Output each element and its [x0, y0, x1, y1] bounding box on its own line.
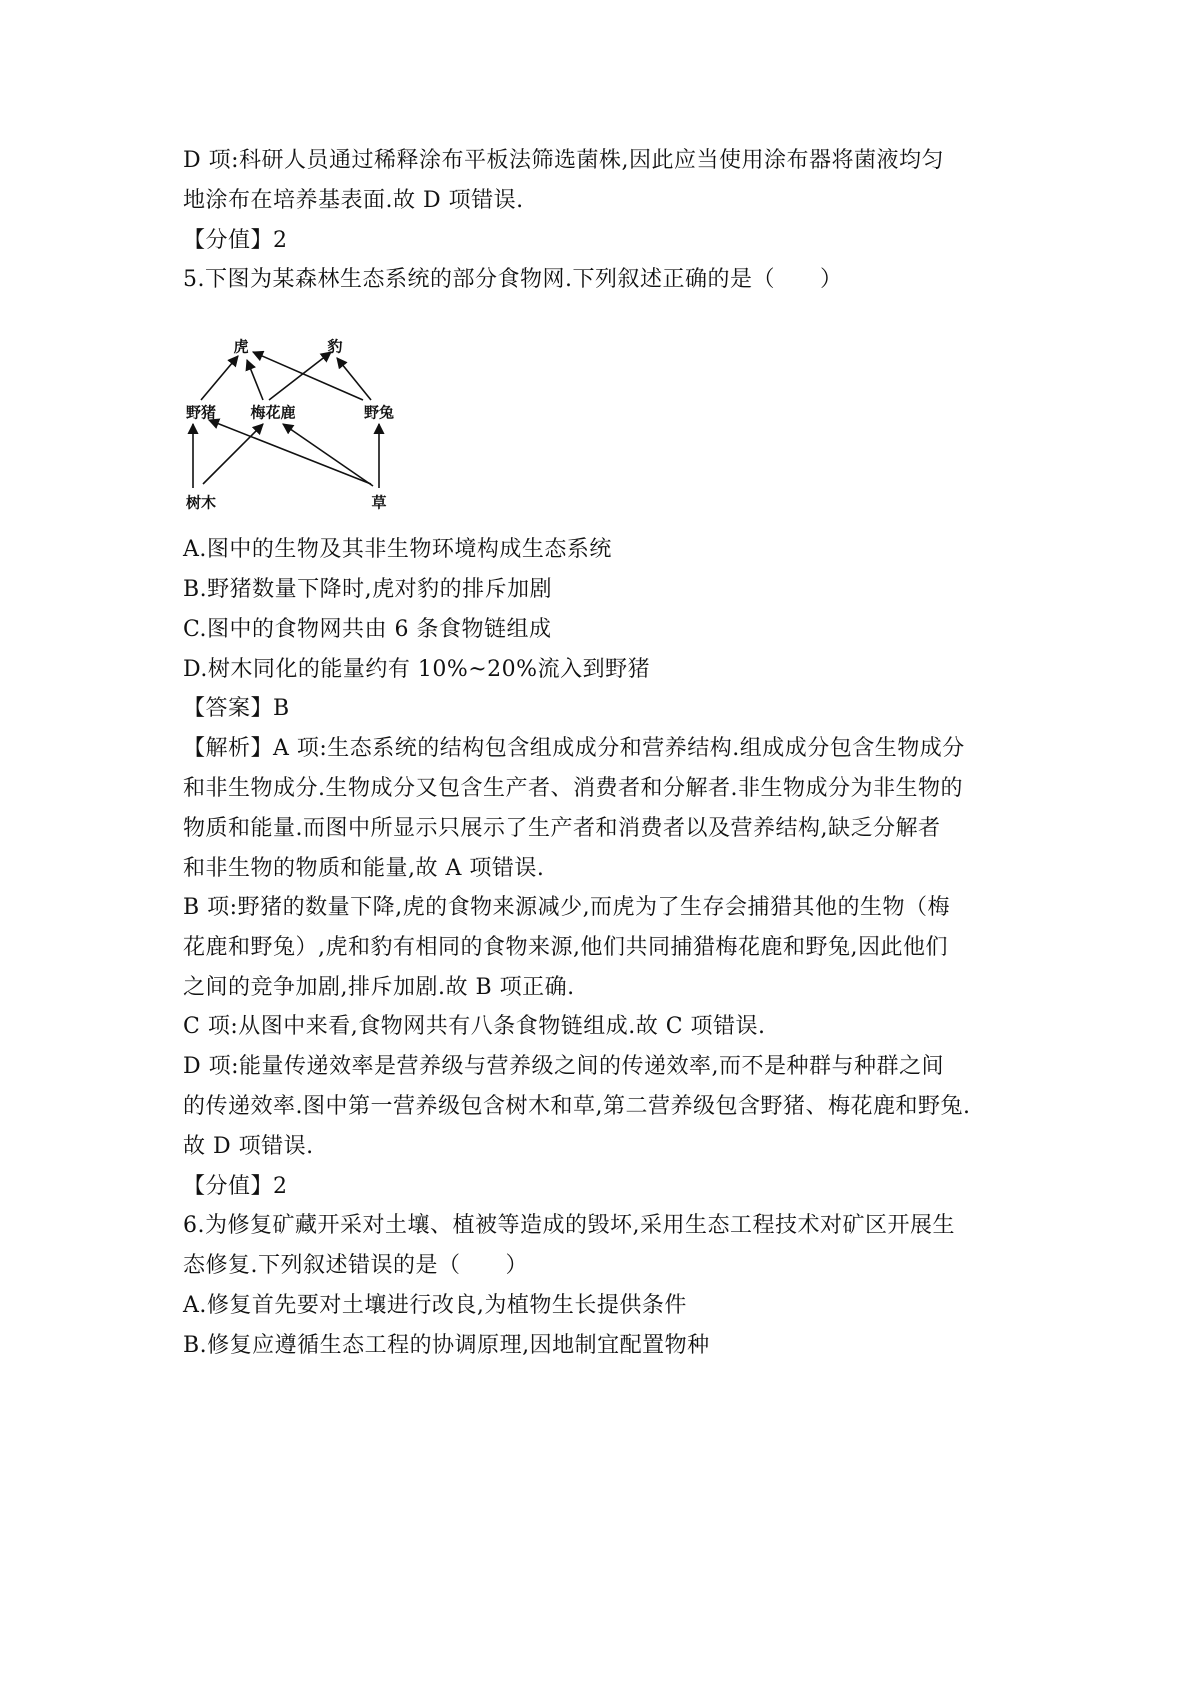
analysis-line: 之间的竞争加剧,排斥加剧.故 B 项正确.: [183, 975, 575, 1000]
analysis-line: 故 D 项错误.: [183, 1134, 314, 1159]
analysis-line: 和非生物成分.生物成分又包含生产者、消费者和分解者.非生物成分为非生物的: [183, 776, 963, 801]
analysis-line: 的传递效率.图中第一营养级包含树木和草,第二营养级包含野猪、梅花鹿和野兔.: [183, 1094, 971, 1119]
arrow-tree-to-deer: [203, 424, 263, 484]
node-hare: 野兔: [363, 403, 395, 422]
node-deer: 梅花鹿: [250, 403, 296, 422]
text-line: D 项:科研人员通过稀释涂布平板法筛选菌株,因此应当使用涂布器将菌液均匀: [183, 148, 945, 173]
analysis-line: C 项:从图中来看,食物网共有八条食物链组成.故 C 项错误.: [183, 1014, 766, 1039]
node-boar: 野猪: [185, 403, 217, 422]
arrow-deer-to-tiger: [247, 360, 263, 400]
analysis-line: D 项:能量传递效率是营养级与营养级之间的传递效率,而不是种群与种群之间: [183, 1054, 945, 1079]
score-label: 【分值】2: [183, 1174, 288, 1199]
question-6-stem: 态修复.下列叙述错误的是（ ）: [183, 1253, 528, 1278]
option-a: A.图中的生物及其非生物环境构成生态系统: [183, 537, 612, 562]
analysis-line: 和非生物的物质和能量,故 A 项错误.: [183, 856, 545, 881]
text-line: 地涂布在培养基表面.故 D 项错误.: [183, 188, 524, 213]
answer-label: 【答案】B: [183, 696, 290, 721]
arrow-hare-to-tiger: [253, 352, 363, 400]
option-c: C.图中的食物网共由 6 条食物链组成: [183, 617, 552, 642]
option-b: B.修复应遵循生态工程的协调原理,因地制宜配置物种: [183, 1333, 710, 1358]
arrow-hare-to-leopard: [337, 358, 371, 400]
node-grass: 草: [371, 493, 387, 512]
arrow-deer-to-leopard: [269, 352, 331, 400]
question-5-stem: 5.下图为某森林生态系统的部分食物网.下列叙述正确的是（ ）: [183, 267, 843, 292]
option-d: D.树木同化的能量约有 10%~20%流入到野猪: [183, 657, 651, 682]
analysis-line: 花鹿和野兔）,虎和豹有相同的食物来源,他们共同捕猎梅花鹿和野兔,因此他们: [183, 935, 948, 960]
question-6-stem: 6.为修复矿藏开采对土壤、植被等造成的毁坏,采用生态工程技术对矿区开展生: [183, 1213, 955, 1238]
option-a: A.修复首先要对土壤进行改良,为植物生长提供条件: [183, 1293, 687, 1318]
analysis-line: 【解析】A 项:生态系统的结构包含组成成分和营养结构.组成成分包含生物成分: [183, 736, 965, 761]
option-b: B.野猪数量下降时,虎对豹的排斥加剧: [183, 577, 553, 602]
score-label: 【分值】2: [183, 228, 288, 253]
food-web-diagram: [183, 338, 423, 514]
node-tree: 树木: [185, 493, 217, 512]
node-tiger: 虎: [233, 338, 249, 356]
analysis-line: B 项:野猪的数量下降,虎的食物来源减少,而虎为了生存会捕猎其他的生物（梅: [183, 895, 951, 920]
arrow-boar-to-tiger: [201, 356, 238, 400]
analysis-line: 物质和能量.而图中所显示只展示了生产者和消费者以及营养结构,缺乏分解者: [183, 816, 941, 841]
node-leopard: 豹: [327, 338, 343, 356]
